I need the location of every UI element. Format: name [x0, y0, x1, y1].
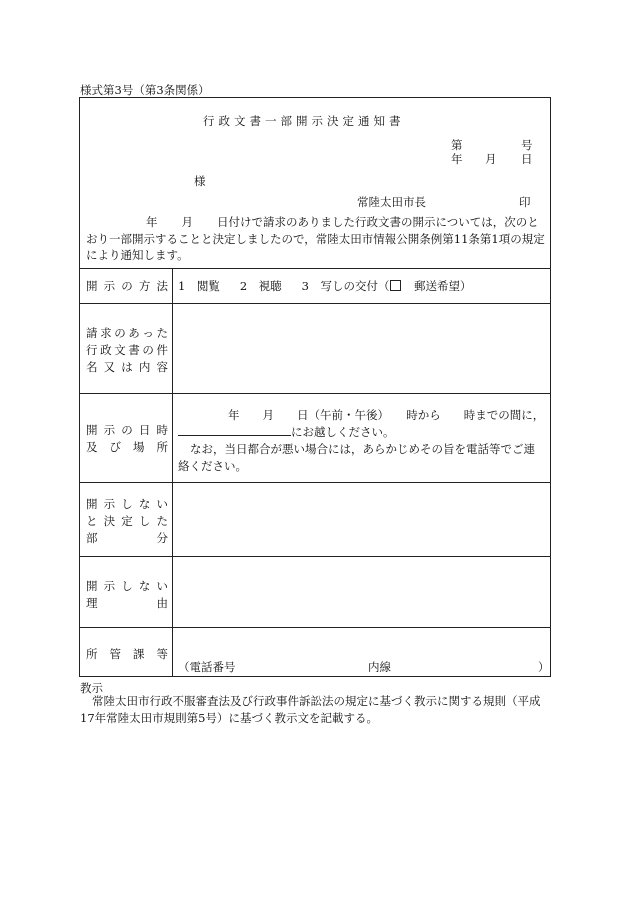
undisclosed-part-field[interactable]	[178, 488, 546, 552]
label-char: 示	[103, 497, 116, 511]
number-prefix: 第	[451, 138, 463, 152]
method-options	[178, 278, 471, 295]
issue-date-month: 月	[485, 152, 497, 166]
label-char: の	[142, 343, 154, 357]
mail-checkbox[interactable]	[390, 280, 401, 291]
method-option-copy: 3 写しの交付（	[301, 279, 390, 293]
seal-mark: 印	[519, 195, 531, 209]
place-blank[interactable]	[178, 424, 291, 436]
body-text: 日付けで請求のありました行政文書の開示については，次のとおり一部開示することと決定しましたので，常陸太田市情報公開条例第11条第1項の規定により通知します。	[86, 215, 545, 263]
phone-label: （電話番号	[178, 660, 236, 674]
label-char: 行	[86, 343, 98, 357]
extension-label: 内線	[368, 660, 391, 674]
label-char: 所	[86, 647, 98, 661]
label-char: の	[121, 423, 133, 437]
label-char: た	[156, 514, 168, 528]
label-char: 書	[128, 343, 140, 357]
label-char: な	[138, 579, 151, 593]
datetime-place-text: にお越しください。	[291, 425, 395, 439]
divider	[80, 482, 550, 483]
label-char: 管	[109, 647, 121, 661]
label-char: し	[138, 514, 151, 528]
label-char: 開	[86, 423, 98, 437]
divider	[80, 627, 550, 628]
label-char: 定	[121, 514, 133, 528]
label-char: 開	[86, 579, 98, 593]
label-char: し	[121, 579, 133, 593]
label-char: 容	[156, 360, 168, 374]
undisclosed-part-label	[86, 496, 168, 547]
datetime-line: 年 月 日（午前・午後） 時から 時までの間に，	[228, 408, 545, 422]
department-label	[86, 646, 168, 663]
instruction-body: 常陸太田市行政不服審査法及び行政事件訴訟法の規定に基づく教示に関する規則（平成17年常陸太田市規則第5号）に基づく教示文を記載する。	[80, 694, 541, 725]
issuer: 常陸太田市長	[357, 195, 426, 209]
document-field[interactable]	[178, 308, 546, 388]
number-suffix: 号	[521, 138, 533, 152]
label-char: 開	[86, 497, 98, 511]
label-char: た	[156, 326, 168, 340]
method-label	[86, 278, 168, 295]
label-char: 所	[156, 440, 168, 454]
label-char: 等	[156, 647, 168, 661]
addressee-suffix: 様	[194, 174, 206, 188]
document-title: 行政文書一部開示決定通知書	[203, 114, 405, 128]
label-char: 文	[114, 343, 126, 357]
label-char: な	[138, 497, 151, 511]
body-date-month: 月	[181, 215, 193, 229]
label-char: 法	[156, 279, 168, 293]
label-char: 及	[86, 440, 98, 454]
datetime-field	[178, 407, 546, 474]
issue-date-year: 年	[451, 152, 463, 166]
label-char: び	[109, 440, 121, 454]
divider	[80, 393, 550, 394]
label-char: 内	[138, 360, 151, 374]
datetime-note: なお，当日都合が悪い場合には，あらかじめその旨を電話等でご連絡ください。	[178, 442, 535, 473]
label-char: 日	[138, 423, 151, 437]
notice-form	[79, 97, 551, 677]
label-char: い	[156, 579, 168, 593]
label-char: 時	[156, 423, 168, 437]
issue-date-day: 日	[521, 152, 533, 166]
reason-label	[86, 578, 168, 612]
label-char: 名	[86, 360, 98, 374]
divider	[80, 303, 550, 304]
label-char: 課	[133, 647, 145, 661]
label-char: 決	[103, 514, 116, 528]
label-char: 部	[86, 531, 98, 545]
method-option-mail: 郵送希望）	[402, 279, 472, 293]
method-option-listen: 2 視聴	[239, 279, 282, 293]
label-char: 方	[138, 279, 151, 293]
label-char: は	[121, 360, 133, 374]
label-char: い	[156, 497, 168, 511]
notice-body	[86, 214, 548, 264]
label-char: 分	[156, 531, 168, 545]
label-char: 理	[86, 596, 98, 610]
body-date-year: 年	[146, 215, 158, 229]
label-char: っ	[142, 326, 154, 340]
label-char: あ	[128, 326, 140, 340]
label-char: 求	[100, 326, 112, 340]
label-char: 又	[103, 360, 116, 374]
label-char: 請	[86, 326, 98, 340]
reason-field[interactable]	[178, 562, 546, 622]
label-char: 示	[103, 579, 116, 593]
instruction-title: 教示	[80, 681, 103, 695]
divider	[80, 556, 550, 557]
label-char: と	[86, 514, 98, 528]
close-paren: ）	[538, 660, 550, 674]
form-label: 様式第3号（第3条関係）	[80, 83, 210, 97]
label-char: し	[121, 497, 133, 511]
label-char: 由	[156, 596, 168, 610]
label-char: の	[121, 279, 133, 293]
label-char: 政	[100, 343, 112, 357]
method-option-view: 1 閲覧	[178, 279, 220, 293]
datetime-label	[86, 422, 168, 456]
instruction-text	[80, 693, 552, 726]
document-label	[86, 325, 168, 376]
label-char: 場	[133, 440, 145, 454]
label-char: 件	[156, 343, 168, 357]
divider	[80, 268, 550, 269]
label-char: 示	[103, 279, 116, 293]
label-char: 示	[103, 423, 116, 437]
column-divider	[172, 268, 173, 676]
label-char: 開	[86, 279, 98, 293]
label-char: の	[114, 326, 126, 340]
